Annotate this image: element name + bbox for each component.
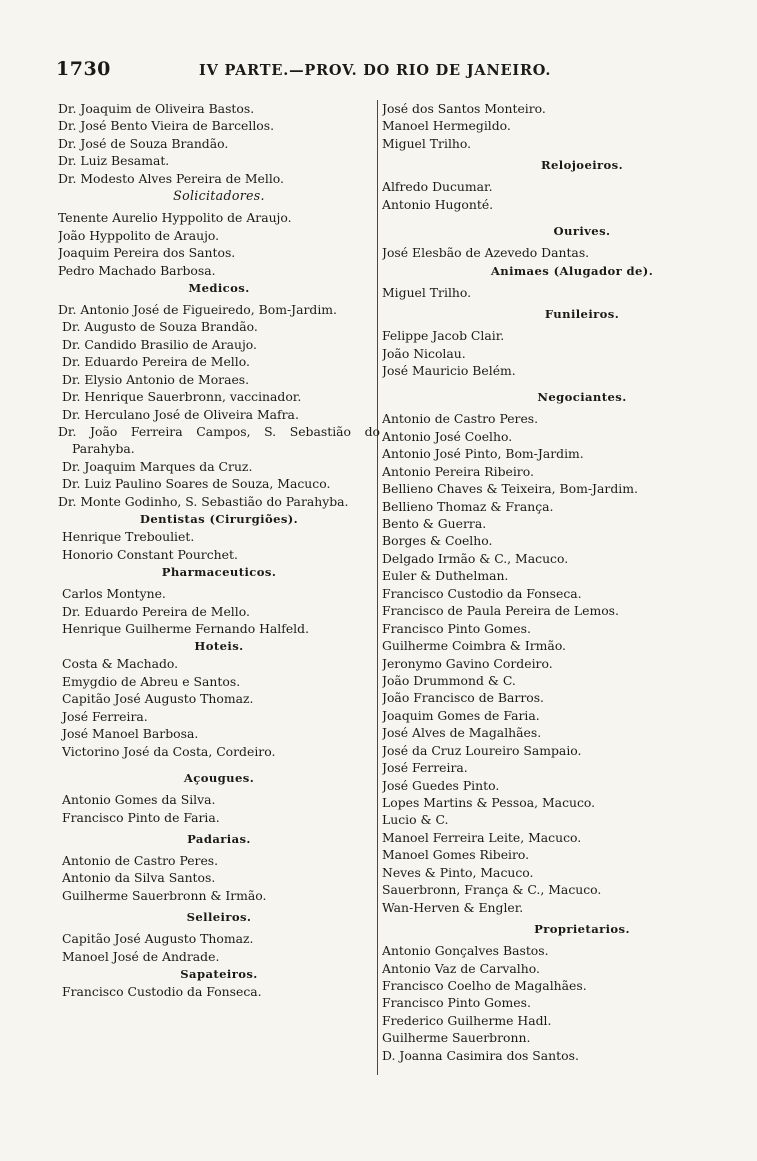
list-item: Borges & Coelho.	[382, 533, 493, 549]
running-title: IV PARTE.—PROV. DO RIO DE JANEIRO.	[199, 62, 552, 79]
list-item: Joaquim Gomes de Faria.	[382, 707, 540, 723]
list-item: Bellieno Thomaz & França.	[382, 498, 554, 514]
list-item: Antonio Gonçalves Bastos.	[382, 943, 549, 959]
list-item: Francisco Pinto de Faria.	[62, 809, 220, 825]
list-item: Dr. Eduardo Pereira de Mello.	[62, 354, 250, 370]
list-item: Manoel Ferreira Leite, Macuco.	[382, 829, 582, 845]
list-item: D. Joanna Casimira dos Santos.	[382, 1047, 579, 1063]
list-item: Guilherme Coimbra & Irmão.	[382, 638, 566, 654]
section-heading-proprietarios: Proprietarios.	[534, 922, 630, 937]
list-item: Sauerbronn, França & C., Macuco.	[382, 882, 602, 898]
list-item: João Drummond & C.	[382, 672, 516, 688]
list-item: Wan-Herven & Engler.	[382, 899, 524, 915]
section-heading-sapateiros: Sapateiros.	[180, 967, 258, 982]
list-item: Dr. Eduardo Pereira de Mello.	[62, 603, 250, 619]
list-item: Capitão José Augusto Thomaz.	[62, 691, 254, 707]
list-item: Emygdio de Abreu e Santos.	[62, 673, 241, 689]
section-heading-solicitadores: Solicitadores.	[173, 188, 265, 204]
list-item: João Francisco de Barros.	[382, 690, 544, 706]
list-item: Lopes Martins & Pessoa, Macuco.	[382, 795, 596, 810]
list-item: Guilherme Sauerbronn & Irmão.	[62, 887, 267, 903]
page-number: 1730	[56, 58, 111, 80]
list-item: Miguel Trilho.	[382, 135, 472, 151]
section-heading-medicos: Medicos.	[188, 280, 250, 295]
list-item: Henrique Trebouliet.	[62, 529, 195, 545]
list-item: Pedro Machado Barbosa.	[58, 262, 216, 278]
list-item: José Ferreira.	[382, 760, 468, 776]
list-item: José Guedes Pinto.	[382, 777, 500, 793]
continued-list	[58, 100, 380, 187]
list-item: Lucio & C.	[382, 812, 449, 828]
list-item: Francisco Pinto Gomes.	[382, 620, 531, 636]
list-item: Honorio Constant Pourchet.	[62, 546, 238, 562]
section-heading-ourives: Ourives.	[553, 224, 611, 239]
list-item: Antonio Gomes da Silva.	[62, 792, 216, 808]
list-item: Antonio José Coelho.	[382, 428, 513, 444]
list-item: Antonio da Silva Santos.	[62, 870, 216, 886]
list-item: Manoel Hermegildo.	[382, 118, 511, 134]
list-item: Dr. Modesto Alves Pereira de Mello.	[58, 170, 284, 186]
list-item: Manoel Gomes Ribeiro.	[382, 847, 530, 863]
list-item: Francisco Coelho de Magalhães.	[382, 977, 587, 993]
section-heading-dentistas: Dentistas (Cirurgiões).	[139, 512, 299, 527]
section-heading-padarias: Padarias.	[187, 831, 251, 846]
page-header	[56, 58, 616, 88]
list-item: Antonio de Castro Peres.	[382, 411, 539, 427]
list-item: José Mauricio Belém.	[382, 362, 516, 378]
list-item: Dr. Candido Brasilio de Araujo.	[62, 336, 257, 352]
list-item: Capitão José Augusto Thomaz.	[62, 931, 254, 947]
section-heading-hoteis: Hoteis.	[194, 639, 244, 654]
list-item: Dr. Henrique Sauerbronn, vaccinador.	[62, 389, 302, 405]
list-item: Antonio de Castro Peres.	[62, 852, 219, 868]
list-item: Carlos Montyne.	[62, 586, 166, 602]
list-item: Euler & Duthelman.	[382, 568, 509, 584]
list-item: José Elesbão de Azevedo Dantas.	[382, 245, 590, 261]
list-item: Dr. Joaquim de Oliveira Bastos.	[58, 101, 255, 116]
list-item: Francisco de Paula Pereira de Lemos.	[382, 603, 619, 619]
list-item: Antonio Vaz de Carvalho.	[382, 960, 540, 976]
section-heading-animaes: Animaes (Alugador de).	[490, 263, 654, 278]
list-item: Manoel José de Andrade.	[62, 948, 220, 964]
left-column	[58, 100, 380, 1001]
section-heading-acougues: Açougues.	[183, 771, 255, 786]
list-item: Antonio Pereira Ribeiro.	[382, 463, 534, 479]
list-item: João Nicolau.	[382, 345, 466, 361]
section-heading-negociantes: Negociantes.	[537, 390, 627, 405]
list-item: José Manoel Barbosa.	[62, 726, 199, 742]
list-item: Dr. Herculano José de Oliveira Mafra.	[62, 406, 299, 422]
list-item: Victorino José da Costa, Cordeiro.	[62, 743, 276, 759]
section-heading-selleiros: Selleiros.	[186, 910, 252, 925]
list-item: Joaquim Pereira dos Santos.	[58, 245, 236, 261]
list-item: Dr. Luiz Paulino Soares de Souza, Macuco.	[62, 476, 331, 492]
list-item: Tenente Aurelio Hyppolito de Araujo.	[58, 210, 292, 226]
list-item: Dr. Joaquim Marques da Cruz.	[62, 458, 253, 474]
right-column	[382, 100, 702, 1064]
list-item: Dr. João Ferreira Campos, S. Sebastião do Parahyba.	[58, 424, 380, 457]
list-item: Bento & Guerra.	[382, 516, 487, 531]
list-item: Dr. Monte Godinho, S. Sebastião do Parahyba.	[58, 493, 349, 509]
list-item: Bellieno Chaves & Teixeira, Bom-Jardim.	[382, 481, 638, 497]
list-item: Costa & Machado.	[62, 656, 179, 672]
section-heading-funileiros: Funileiros.	[544, 307, 620, 322]
list-item: Dr. Elysio Antonio de Moraes.	[62, 371, 250, 387]
list-item: José Alves de Magalhães.	[382, 725, 542, 741]
list-item: José da Cruz Loureiro Sampaio.	[382, 742, 582, 758]
list-item: Frederico Guilherme Hadl.	[382, 1012, 552, 1028]
list-item: Francisco Custodio da Fonseca.	[62, 984, 262, 1000]
list-item: Dr. José de Souza Brandão.	[58, 135, 229, 151]
section-heading-relojoeiros: Relojoeiros.	[540, 158, 624, 173]
list-item: Dr. Augusto de Souza Brandão.	[62, 319, 258, 335]
list-item: Dr. Luiz Besamat.	[58, 153, 170, 169]
list-item: Francisco Custodio da Fonseca.	[382, 585, 582, 601]
list-item: Henrique Guilherme Fernando Halfeld.	[62, 621, 310, 636]
list-item: Miguel Trilho.	[382, 284, 472, 300]
list-item: Delgado Irmão & C., Macuco.	[382, 550, 569, 566]
list-item: Alfredo Ducumar.	[382, 179, 493, 195]
section-heading-pharmaceuticos: Pharmaceuticos.	[161, 565, 277, 580]
list-item: Antonio José Pinto, Bom-Jardim.	[382, 446, 584, 462]
list-item: José Ferreira.	[62, 708, 148, 724]
list-item: Guilherme Sauerbronn.	[382, 1030, 531, 1046]
list-item: João Hyppolito de Araujo.	[58, 227, 220, 243]
list-item: Francisco Pinto Gomes.	[382, 995, 531, 1011]
list-item: Dr. Antonio José de Figueiredo, Bom-Jardim.	[58, 301, 337, 317]
list-item: Dr. José Bento Vieira de Barcellos.	[58, 118, 275, 134]
list-item: Jeronymo Gavino Cordeiro.	[382, 655, 553, 671]
list-item: José dos Santos Monteiro.	[382, 101, 546, 116]
list-item: Neves & Pinto, Macuco.	[382, 864, 534, 880]
list-item: Felippe Jacob Clair.	[382, 328, 505, 344]
list-item: Antonio Hugonté.	[382, 196, 494, 212]
